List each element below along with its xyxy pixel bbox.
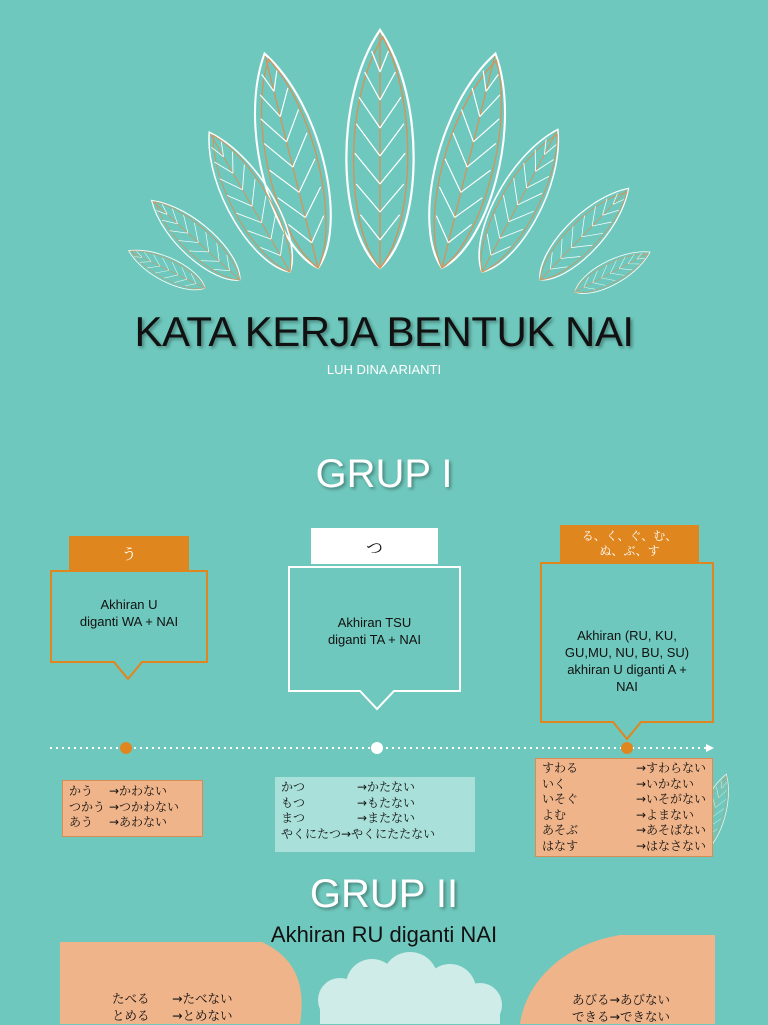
- nai-form: →あわない: [109, 815, 168, 829]
- dict-form: まつ: [281, 811, 306, 825]
- tag-u: [69, 536, 189, 570]
- description-ru-ku-gu: [541, 620, 713, 702]
- list-item: [281, 811, 469, 827]
- description-u: [51, 590, 207, 636]
- nai-form: →すわらない: [635, 761, 706, 775]
- list-item: [572, 991, 712, 1008]
- timeline-dot-3: [621, 742, 633, 754]
- dict-form: いく: [542, 776, 567, 791]
- description-line: diganti WA + NAI: [79, 614, 179, 629]
- nai-form: →いそがない: [635, 792, 706, 806]
- dict-form: あそぶ: [542, 823, 579, 837]
- dict-form: やくにたつ: [281, 826, 342, 841]
- examples-u: [62, 780, 203, 837]
- author-name: LUH DINA ARIANTI: [326, 362, 442, 377]
- description-line: Akhiran (RU, KU,: [577, 628, 677, 643]
- timeline-arrow-icon: [706, 744, 714, 752]
- list-item: [542, 839, 706, 855]
- tag-line: る、く、ぐ、む、: [581, 529, 678, 543]
- nai-form: →あそばない: [635, 823, 706, 837]
- nai-form: →もたない: [357, 795, 416, 810]
- description-line: akhiran U diganti A +: [567, 662, 687, 677]
- description-tsu: [289, 608, 460, 654]
- list-item: [572, 1008, 712, 1025]
- description-line: GU,MU, NU, BU, SU): [564, 645, 690, 660]
- grup2-subheading: Akhiran RU diganti NAI: [270, 922, 498, 947]
- leaf-left-3: [140, 188, 251, 293]
- tag-u-label: う: [121, 544, 137, 563]
- dict-form: いそぐ: [542, 792, 579, 806]
- dict-form: つかう: [69, 799, 106, 814]
- description-line: Akhiran U: [100, 597, 158, 612]
- dict-form: はなす: [542, 838, 579, 853]
- tag-tsu-label: つ: [366, 538, 383, 559]
- grup2-examples-right: [572, 991, 712, 1025]
- tag-line: ぬ、ぶ、す: [599, 544, 660, 558]
- leaf-center: [346, 30, 413, 268]
- description-line: diganti TA + NAI: [327, 632, 422, 647]
- description-line: NAI: [616, 679, 638, 694]
- examples-ru-ku-gu: [535, 758, 713, 857]
- leaf-left-4: [123, 240, 210, 299]
- list-item: [69, 815, 196, 831]
- nai-form: →はなさない: [635, 838, 706, 853]
- dict-form: あびる: [572, 992, 610, 1007]
- list-item: [542, 777, 706, 793]
- grup1-heading: GRUP I: [315, 452, 453, 496]
- cloud-decoration: [318, 952, 502, 1024]
- timeline-dot-2: [371, 742, 383, 754]
- list-item: [542, 808, 706, 824]
- nai-form: →よまない: [636, 807, 695, 822]
- dict-form: とめる: [112, 1008, 150, 1023]
- list-item: [281, 780, 469, 796]
- nai-form: →あびない: [609, 992, 670, 1007]
- tag-tsu: [311, 528, 438, 564]
- leaf-right-4: [569, 241, 655, 302]
- nai-form: →つかわない: [109, 799, 180, 814]
- list-item: [542, 792, 706, 808]
- nai-form: →いかない: [636, 776, 695, 791]
- nai-form: →たべない: [172, 991, 233, 1006]
- examples-tsu: [275, 777, 475, 852]
- nai-form: →かわない: [109, 784, 168, 798]
- nai-form: →とめない: [172, 1008, 233, 1023]
- dict-form: すわる: [542, 761, 579, 775]
- list-item: [281, 827, 469, 843]
- dict-form: あう: [69, 815, 94, 829]
- leaf-right-1: [412, 46, 526, 276]
- list-item: [69, 784, 196, 800]
- dict-form: たべる: [112, 991, 150, 1006]
- grup2-examples-left: [112, 990, 272, 1024]
- dict-form: かつ: [281, 780, 306, 794]
- list-item: [542, 823, 706, 839]
- list-item: [281, 796, 469, 812]
- dict-form: もつ: [281, 795, 306, 810]
- nai-form: →やくにたたない: [341, 826, 436, 841]
- tag-ru-ku-gu: [560, 525, 699, 563]
- list-item: [542, 761, 706, 777]
- nai-form: →できない: [609, 1009, 670, 1024]
- list-item: [69, 800, 196, 816]
- leaf-left-2: [189, 121, 309, 284]
- nai-form: →かたない: [357, 780, 416, 794]
- dict-form: よむ: [542, 807, 567, 822]
- nai-form: →またない: [357, 811, 416, 825]
- dict-form: かう: [69, 784, 94, 798]
- list-item: [112, 1007, 272, 1024]
- dict-form: できる: [572, 1009, 610, 1024]
- list-item: [112, 990, 272, 1007]
- page-title: KATA KERJA BENTUK NAI: [134, 308, 634, 355]
- description-line: Akhiran TSU: [337, 615, 412, 630]
- grup2-heading: GRUP II: [309, 872, 459, 916]
- timeline-dot-1: [120, 742, 132, 754]
